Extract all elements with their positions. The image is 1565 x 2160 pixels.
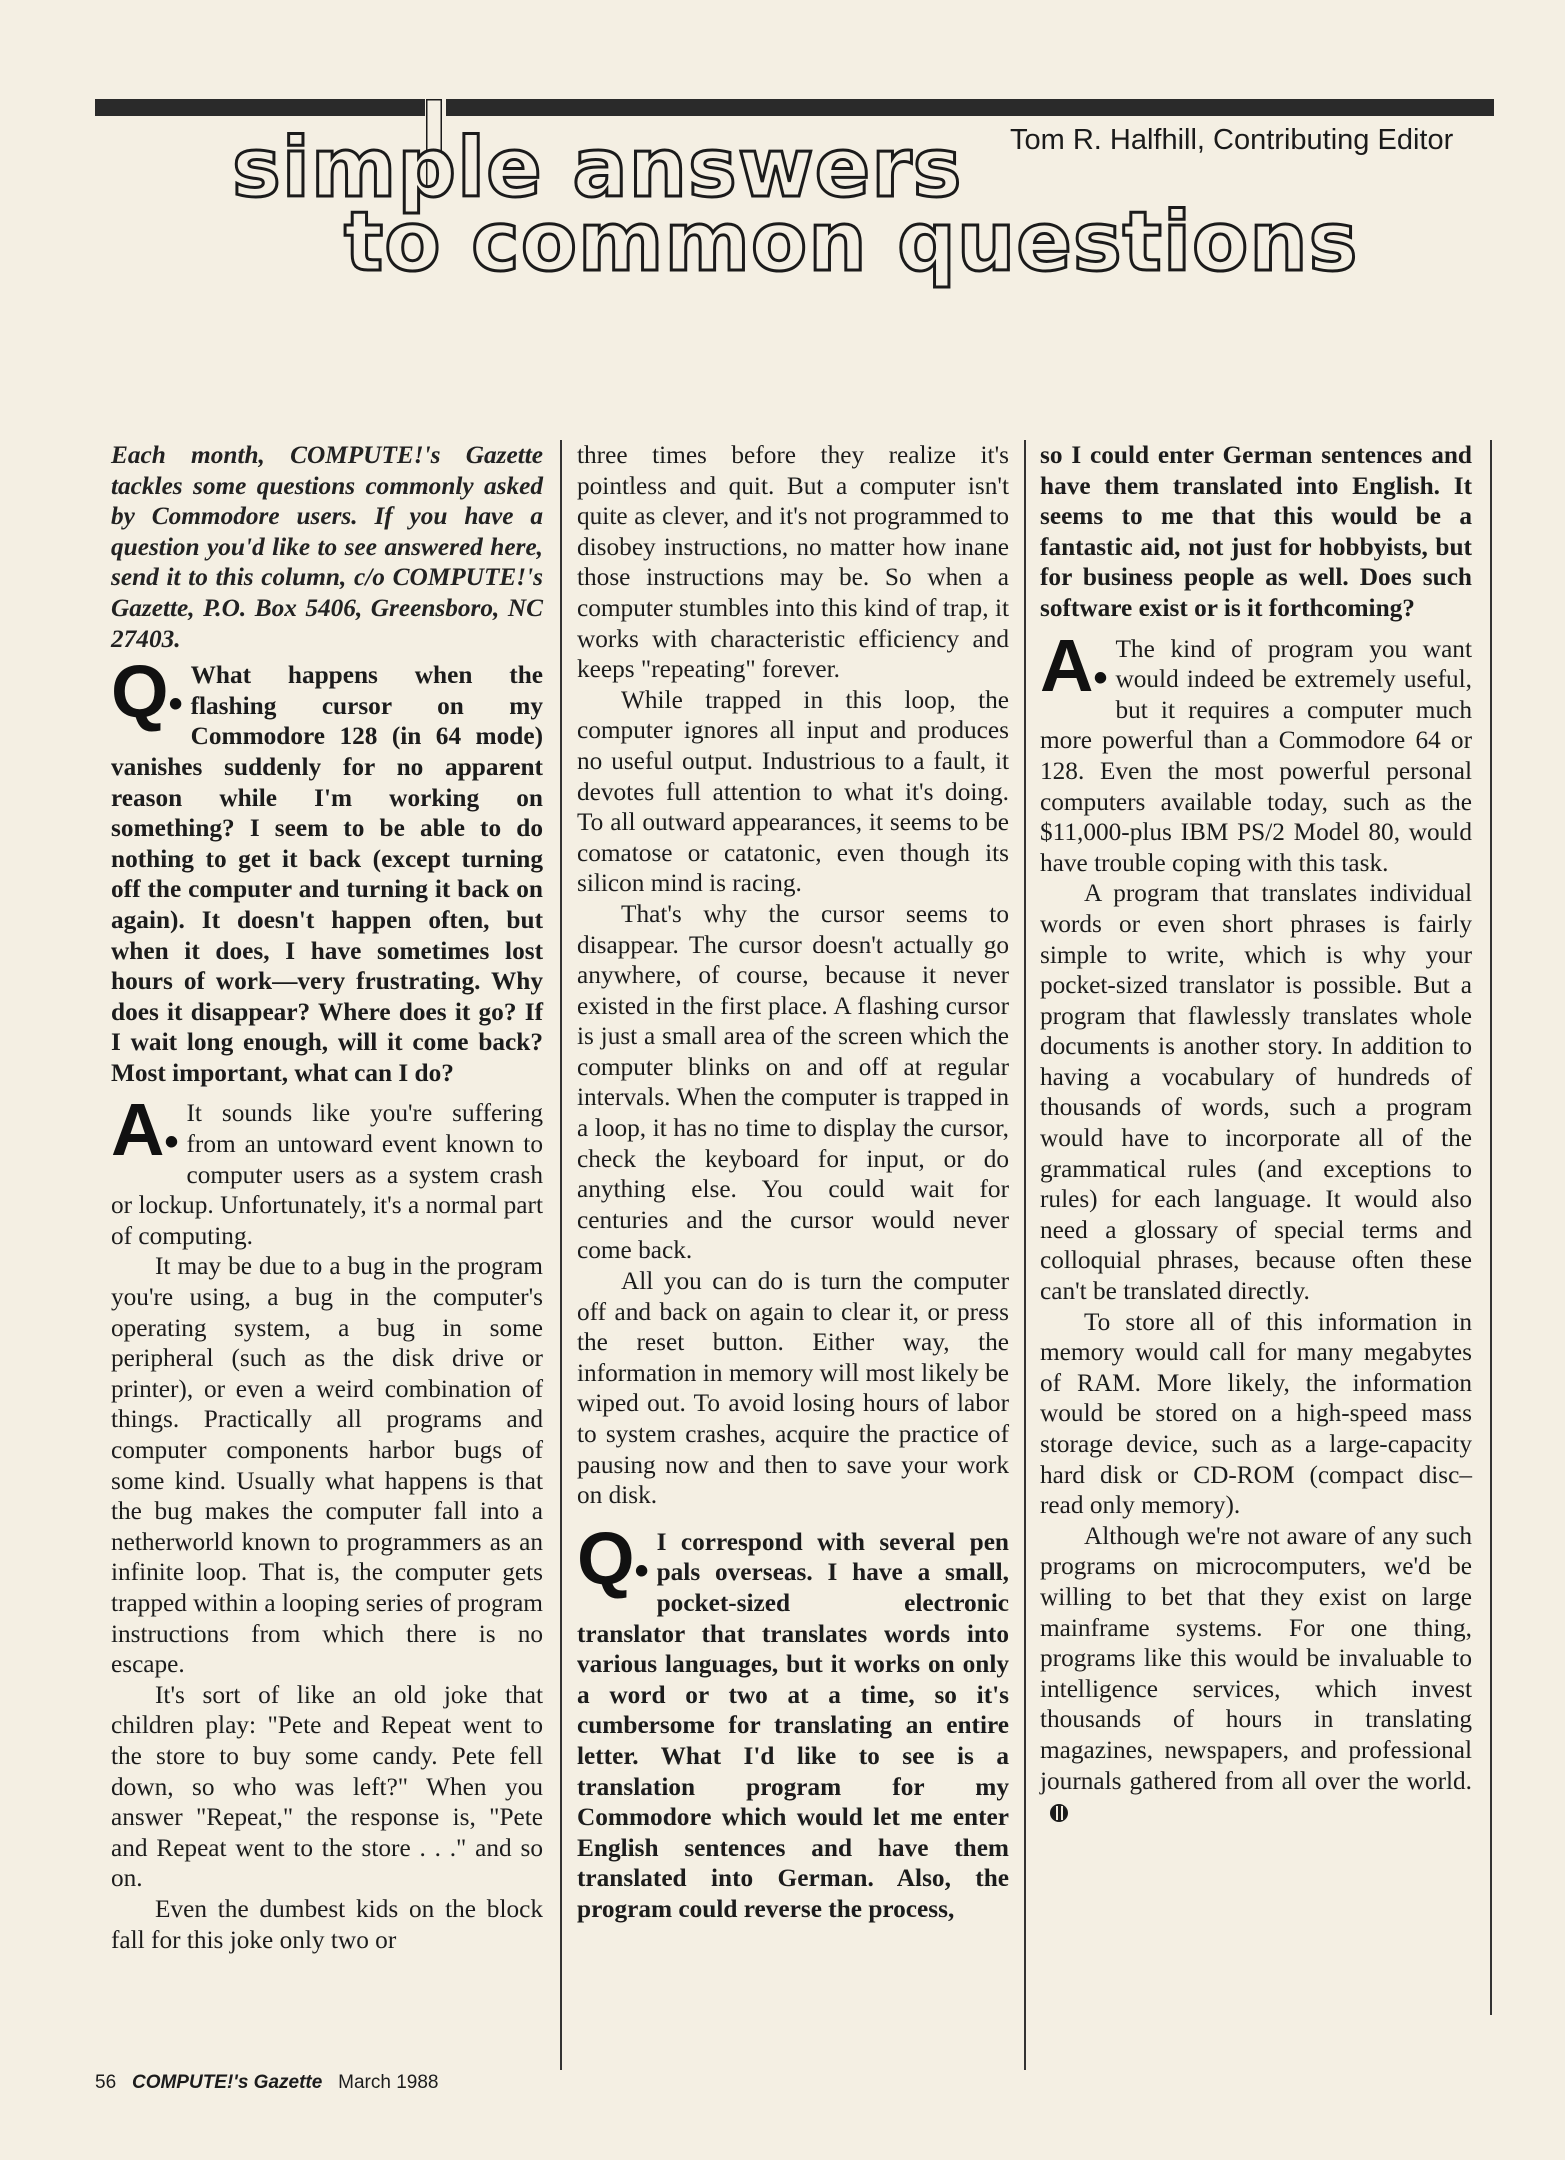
answer-1-paragraph-6: While trapped in this loop, the computer ignores all input and produces no useful output. Industrious to a fault, it devotes full attention to what it's doing. To all outward appearances, it seems to be comatose or catatonic, even though its silicon mind is racing. xyxy=(577,685,1009,898)
answer-1-paragraph-2: It may be due to a bug in the program you're using, a bug in the computer's operating system, a bug in some peripheral (such as the disk drive or printer), or even a weird combination of things. Practically all programs and computer components harbor bugs of some kind. Usually what happens is that the bug makes the computer fall into a netherworld known to programmers as an infinite loop. That is, the computer gets trapped within a looping series of program instructions from which there is no escape. xyxy=(111,1252,543,1679)
header-rule-right xyxy=(446,99,1494,116)
answer-mark-letter: A xyxy=(111,1088,165,1172)
answer-2-paragraph-3: To store all of this information in memory would call for many megabytes of RAM. More likely, the information would be stored on a high-speed mass storage device, such as a large-capacity hard disk or CD-ROM (compact disc–read only memory). xyxy=(1040,1307,1472,1520)
answer-2-paragraph-4 xyxy=(1040,1521,1472,1827)
answer-1 xyxy=(111,1088,543,1251)
page-title-line1: simple answers xyxy=(232,121,963,216)
question-1 xyxy=(111,650,543,1088)
column-divider-2 xyxy=(1024,440,1026,2070)
page-footer xyxy=(95,2072,439,2094)
question-mark-q: Q• xyxy=(111,650,183,734)
answer-1-paragraph-5: three times before they realize it's pointless and quit. But a computer isn't quite as clever, and it's not programmed to disobey instructions, no matter how inane those instructions may be. So when a computer stumbles into this kind of trap, it works with characteristic efficiency and keeps "repeating" forever. xyxy=(577,441,1009,684)
question-mark-letter: Q xyxy=(111,650,169,734)
answer-2-paragraph-1: The kind of program you want would indeed be extremely useful, but it requires a computer much more powerful than a Commodore 64 or 128. Even the most powerful personal computers available today, such as the $11,000-plus IBM PS/2 Model 80, would have trouble coping with this task. xyxy=(1040,634,1472,877)
answer-1-paragraph-3: It's sort of like an old joke that children play: "Pete and Repeat went to the store to buy some candy. Pete fell down, so who was left?" When you answer "Repeat," the response is, "Pete and Repeat went to the store . . ." and so on. xyxy=(111,1680,543,1893)
answer-mark-a: A• xyxy=(1040,623,1108,707)
answer-2-paragraph-4-text: Although we're not aware of any such programs on microcomputers, we'd be willing to bet that they exist on large mainframe systems. For one thing, programs like this would be invaluable to intelligence services, which invest thousands of hours in translating magazines, newspapers, and professional journals gathered from all over the world. xyxy=(1040,1521,1472,1795)
question-mark-q: Q• xyxy=(577,1516,649,1600)
question-2-continued: so I could enter German sentences and have them translated into English. It seems to me that this would be a fantastic aid, not just for hobbyists, but for business people as well. Does such software exist or is it forthcoming? xyxy=(1040,441,1472,622)
question-2-text: I correspond with several pen pals overseas. I have a small, pocket-sized electronic translator that translates words into various languages, but it works on only a word or two at a time, so it's cumbersome for translating an entire letter. What I'd like to see is a translation program for my Commodore which would let me enter English sentences and have them translated into German. Also, the program could reverse the process, xyxy=(577,1527,1009,1923)
end-of-article-icon xyxy=(1048,1803,1070,1823)
column-divider-1 xyxy=(560,440,562,2070)
column-divider-3 xyxy=(1490,440,1492,2015)
question-1-text: What happens when the flashing cursor on my Commodore 128 (in 64 mode) vanishes suddenly for no apparent reason while I'm working on something? I seem to be able to do nothing to get it back (except turning off the computer and turning it back on again). It doesn't happen often, but when it does, I have sometimes lost hours of work—very frustrating. Why does it disappear? Where does it go? If I wait long enough, will it come back? Most important, what can I do? xyxy=(111,661,543,1087)
column-1 xyxy=(111,440,543,1955)
answer-mark-letter: A xyxy=(1040,623,1094,707)
intro-paragraph: Each month, COMPUTE!'s Gazette tackles some questions commonly asked by Commodore users. If you have a question you'd like to see answered here, send it to this column, c/o COMPUTE!'s Gazette, P.O. Box 5406, Greensboro, NC 27403. xyxy=(111,441,543,653)
answer-1-paragraph-8: All you can do is turn the computer off and back on again to clear it, or press the reset button. Either way, the information in memory will most likely be wiped out. To avoid losing hours of labor to system crashes, acquire the practice of pausing now and then to save your work on disk. xyxy=(577,1267,1009,1510)
answer-2 xyxy=(1040,623,1472,879)
header-rule-left xyxy=(95,99,425,116)
column-2 xyxy=(577,440,1009,1925)
answer-1-paragraph-7: That's why the cursor seems to disappear. The cursor doesn't actually go anywhere, of course, because it never existed in the first place. A flashing cursor is just a small area of the screen which the computer blinks on and off at regular intervals. When the computer is trapped in a loop, it has no time to display the cursor, check the keyboard for input, or do anything else. You could wait for centuries and the cursor would never come back. xyxy=(577,899,1009,1265)
answer-1-paragraph-1: It sounds like you're suffering from an untoward event known to computer users as a system crash or lockup. Unfortunately, it's a normal part of computing. xyxy=(111,1099,543,1250)
issue-date: March 1988 xyxy=(338,2072,439,2093)
byline: Tom R. Halfhill, Contributing Editor xyxy=(1010,124,1454,156)
magazine-name: COMPUTE!'s Gazette xyxy=(131,2072,323,2093)
question-mark-letter: Q xyxy=(577,1516,635,1600)
column-3 xyxy=(1040,440,1472,1827)
page-title-line2: to common questions xyxy=(344,195,1359,290)
answer-2-paragraph-2: A program that translates individual words or even short phrases is fairly simple to write, which is why your pocket-sized translator is possible. But a program that flawlessly translates whole documents is another story. In addition to having a vocabulary of hundreds of thousands of words, such a program would have to incorporate all of the grammatical rules (and exceptions to rules) for each language. It would also need a glossary of special terms and colloquial phrases, because often these can't be translated directly. xyxy=(1040,879,1472,1306)
answer-mark-a: A• xyxy=(111,1088,179,1172)
question-2 xyxy=(577,1516,1009,1925)
answer-1-paragraph-4: Even the dumbest kids on the block fall for this joke only two or xyxy=(111,1894,543,1954)
page-number: 56 xyxy=(95,2072,117,2093)
